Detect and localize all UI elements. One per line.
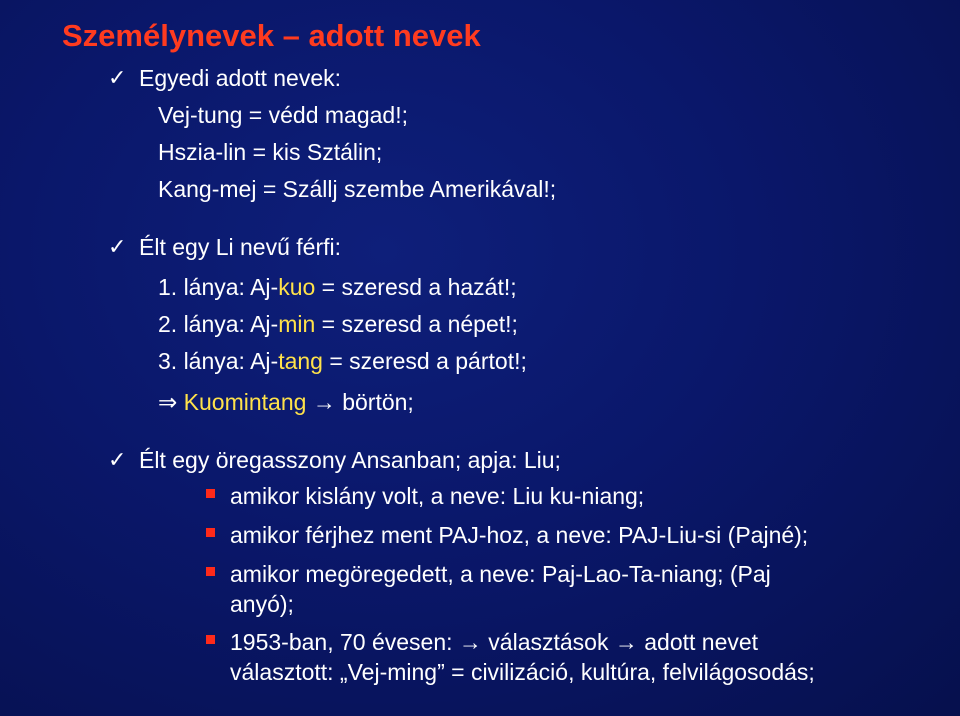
arrow-icon: → — [614, 629, 638, 655]
section2-heading: Élt egy Li nevű férfi: — [139, 234, 341, 260]
result-text: börtön; — [342, 389, 414, 415]
square-bullet-icon — [206, 635, 215, 644]
result-line — [158, 388, 414, 416]
bullet-line-4a — [230, 628, 758, 656]
square-bullet-icon — [206, 567, 215, 576]
given-name-text: adott nevet — [644, 629, 759, 655]
daughter-prefix: 1. lánya: Aj- — [158, 274, 279, 300]
daughter-meaning: = szeresd a népet!; — [315, 311, 518, 337]
daughter-meaning: = szeresd a hazát!; — [315, 274, 517, 300]
square-bullet-icon — [206, 528, 215, 537]
daughter-name: kuo — [278, 274, 316, 300]
name-line-1: Vej-tung = védd magad!; — [158, 102, 408, 128]
slide-title: Személynevek – adott nevek — [62, 18, 481, 53]
section3-heading: Élt egy öregasszony Ansanban; apja: Liu; — [139, 447, 561, 473]
result-name: Kuomintang — [183, 389, 307, 415]
bullet-line-3a: amikor megöregedett, a neve: Paj-Lao-Ta-niang; (Paj — [230, 561, 771, 587]
daughter-name: tang — [278, 348, 323, 374]
name-line-2: Hszia-lin = kis Sztálin; — [158, 139, 383, 165]
arrow-icon: → — [312, 389, 336, 415]
bullet-line-1: amikor kislány volt, a neve: Liu ku-niang; — [230, 483, 645, 509]
arrow-icon: → — [458, 629, 482, 655]
double-arrow-icon: ⇒ — [158, 389, 178, 415]
daughter-name: min — [278, 311, 316, 337]
name-line-3: Kang-mej = Szállj szembe Amerikával!; — [158, 176, 557, 202]
elections-text: választások — [488, 629, 609, 655]
daughter-line-1 — [158, 273, 517, 301]
check-icon: ✓ — [108, 234, 127, 259]
bullet-line-4b: választott: „Vej-ming” = civilizáció, kultúra, felvilágosodás; — [230, 659, 815, 685]
bullet-line-2: amikor férjhez ment PAJ-hoz, a neve: PAJ-Liu-si (Pajné); — [230, 522, 809, 548]
daughter-line-3 — [158, 347, 527, 375]
section1-heading: Egyedi adott nevek: — [139, 65, 342, 91]
check-icon: ✓ — [108, 447, 127, 472]
daughter-meaning: = szeresd a pártot!; — [322, 348, 527, 374]
bullet-line-3b: anyó); — [230, 591, 294, 617]
square-bullet-icon — [206, 489, 215, 498]
daughter-prefix: 2. lánya: Aj- — [158, 311, 279, 337]
daughter-prefix: 3. lánya: Aj- — [158, 348, 279, 374]
election-year: 1953-ban, 70 évesen: — [230, 629, 453, 655]
check-icon: ✓ — [108, 65, 127, 90]
daughter-line-2 — [158, 310, 518, 338]
